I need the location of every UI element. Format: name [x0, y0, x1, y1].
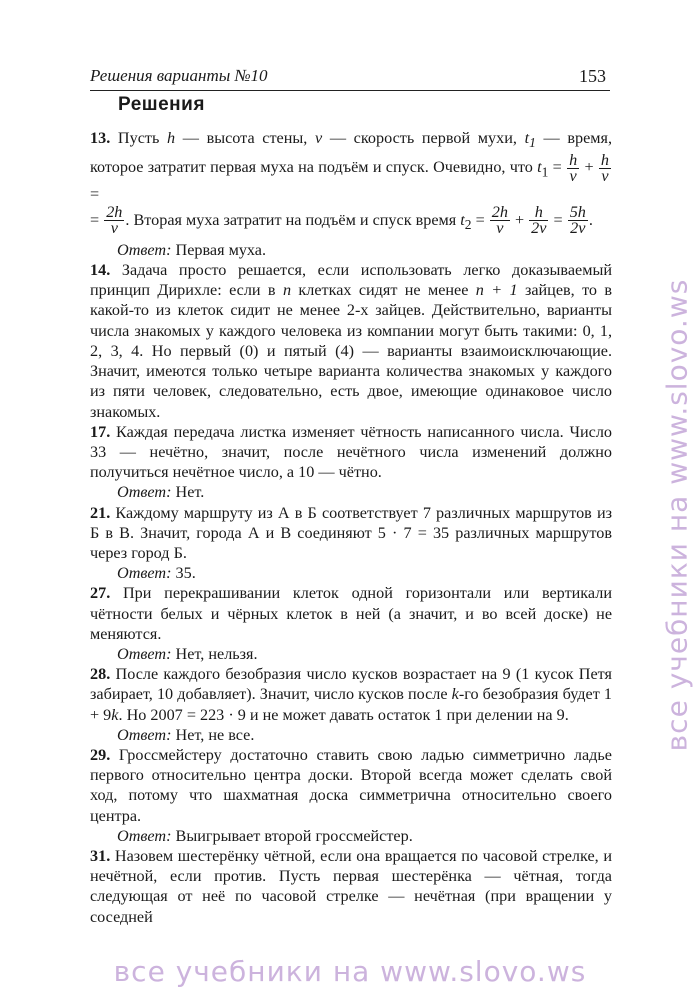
running-header-title: Решения варианты №10 [90, 66, 268, 85]
problem-number: 14. [90, 261, 111, 280]
answer-13: Ответ: Первая муха. [117, 240, 267, 259]
answer-label: Ответ: [117, 240, 172, 259]
problem-14: 14. Задача просто решается, если использовать легко доказываемый принцип Дирихле: если в n клетках сидят не менее n + 1 зайцев, то в какой-то из клеток сидит не менее 2-х зайцев. Действительно, варианты числа знакомых у каждого человека из компании могут быть такими: 0, 1, 2, 3, 4. Но первый (0) и пятый (4) — варианты взаимоисключающие. Значит, имеются только четыре варианта количества знакомых у каждого из пяти человек, следовательно, есть двое, имеющие одинаковое число знакомых. [90, 261, 613, 421]
problem-number: 29. [90, 745, 111, 764]
problem-21: 21. Каждому маршруту из А в Б соответствует 7 различных маршрутов из Б в В. Значит, города А и В соединяют 5 · 7 = 35 различных маршрутов через город Б. [90, 503, 612, 562]
fraction-2h-over-v: $\frac{2h}{v}$ [106, 203, 123, 238]
fraction-2h-over-v: $\frac{2h}{v}$ [491, 203, 508, 238]
fraction-h-over-v: $\frac{h}{v}$ [569, 151, 578, 186]
running-header [90, 66, 610, 91]
problem-13: 13. Пусть h — высота стены, v — скорость первой мухи, $t_1$ — время, которое затратит первая муха на подъём и спуск. Очевидно, что $t_1$ = $\frac{h}{v}$ + $\frac{h}{v}$ = [90, 129, 612, 204]
problem-number: 27. [90, 584, 111, 603]
problem-number: 17. [90, 422, 111, 441]
answer-label: Ответ: [117, 644, 172, 663]
side-watermark-text: все учебники на www.slovo.ws [660, 278, 694, 752]
bottom-watermark: все учебники на www.slovo.ws [113, 955, 587, 988]
problem-13-formula: = $\frac{2h}{v}$ . Вторая муха затратит на подъём и спуск время $t_2$ = $\frac{2h}{v}$ + $\frac{h}{2v}$ = $\frac{5h}{2v}$ . [90, 203, 593, 238]
problem-28: 28. После каждого безобразия число кусков возрастает на 9 (1 кусок Петя забирает, 10 добавляет). Значит, число кусков после k-го безобразия будет 1 + 9k. Но 2007 = 223 · 9 и не может давать остаток 1 при делении на 9. [90, 665, 612, 724]
page-body [90, 128, 612, 927]
fraction-h-over-v: $\frac{h}{v}$ [600, 151, 609, 186]
answer-29: Ответ: Выигрывает второй гроссмейстер. [117, 826, 413, 845]
answer-28: Ответ: Нет, не все. [117, 725, 255, 744]
side-watermark [662, 150, 692, 880]
answer-21: Ответ: 35. [117, 564, 196, 583]
fraction-5h-over-2v: $\frac{5h}{2v}$ [569, 203, 586, 238]
answer-27: Ответ: Нет, нельзя. [117, 644, 258, 663]
page-number: 153 [579, 66, 606, 86]
answer-label: Ответ: [117, 725, 172, 744]
answer-label: Ответ: [117, 483, 172, 502]
problem-29: 29. Гроссмейстеру достаточно ставить свою ладью симметрично ладье первого относительно центра доски. Второй всегда может сделать свой ход, потому что шахматная доска симметрична относительно своего центра. [90, 745, 612, 825]
problem-31: 31. Назовем шестерёнку чётной, если она вращается по часовой стрелке, и нечётной, если против. Пусть первая шестерёнка — чётная, тогда следующая от неё по часовой стрелке — нечётная (при вращении у соседней [90, 846, 612, 926]
section-heading: Решения [118, 94, 205, 115]
problem-number: 31. [90, 846, 111, 865]
problem-17: 17. Каждая передача листка изменяет чётность написанного числа. Число 33 — нечётно, значит, после нечётного числа изменений должно получиться нечётное число, а 10 — чётно. [90, 422, 612, 482]
answer-label: Ответ: [117, 826, 172, 845]
fraction-h-over-2v: $\frac{h}{2v}$ [531, 203, 547, 238]
answer-label: Ответ: [117, 564, 172, 583]
problem-number: 21. [90, 503, 111, 522]
problem-27: 27. При перекрашивании клеток одной горизонтали или вертикали чётности белых и чёрных клеток в ней (а значит, и во всей доске) не меняются. [90, 584, 612, 643]
problem-number: 13. [90, 129, 111, 147]
answer-17: Ответ: Нет. [117, 483, 205, 502]
problem-number: 28. [90, 665, 111, 684]
